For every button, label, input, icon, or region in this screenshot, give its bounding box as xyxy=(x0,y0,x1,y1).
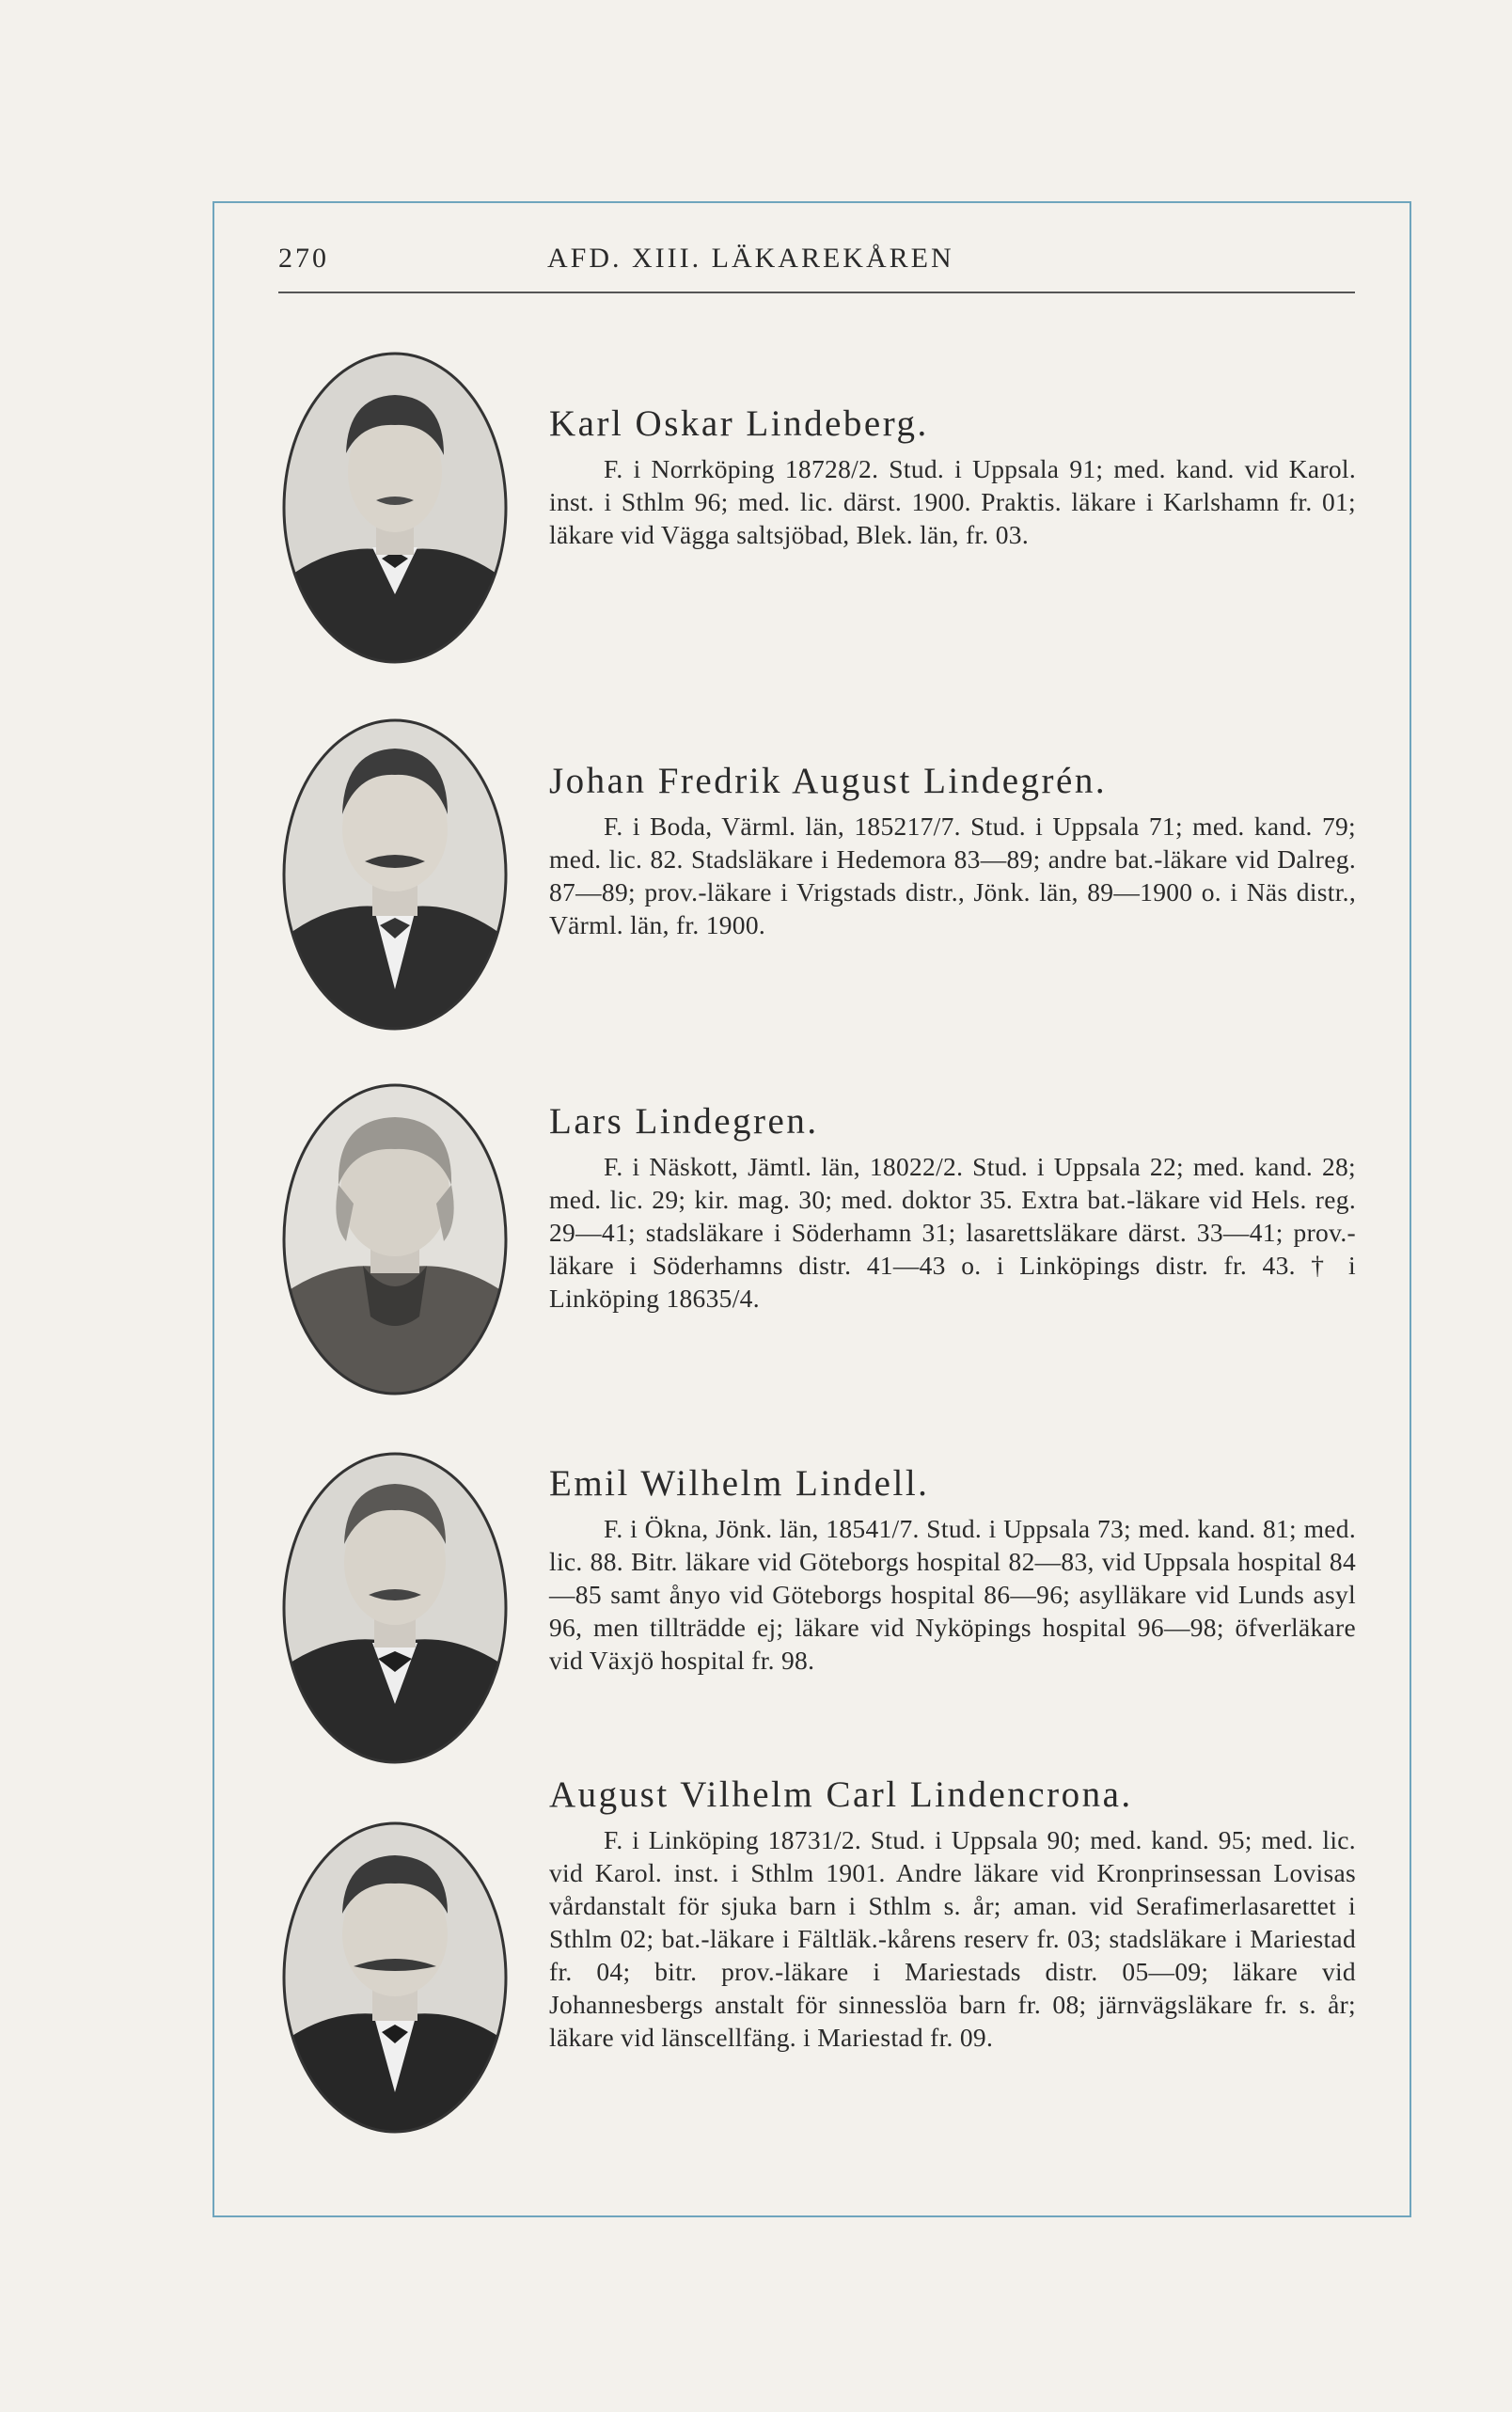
entry-bio: F. i Näskott, Jämtl. län, 18022/2. Stud. i Uppsala 22; med. kand. 28; med. lic. 29; kir. mag. 30; med. doktor 35. Extra bat.-läkare vid Hels. reg. 29—41; stadsläkare i Söderhamn 31; lasarettsläkare därst. 33—41; prov.-läkare i Söderhamns distr. 41—43 o. i Linköpings distr. fr. 43. † i Linköping 18635/4. xyxy=(549,1152,1356,1313)
portrait-photo xyxy=(278,350,512,666)
entry-4 xyxy=(549,1462,1356,1677)
entry-name: Lars Lindegren. xyxy=(549,1101,819,1142)
portrait-2 xyxy=(278,717,512,1033)
portrait-4 xyxy=(278,1450,512,1766)
portrait-photo xyxy=(278,717,512,1033)
entry-bio: F. i Ökna, Jönk. län, 18541/7. Stud. i Uppsala 73; med. kand. 81; med. lic. 88. Bitr. läkare vid Göteborgs hospital 82—83, vid Uppsala hospital 84—85 samt ånyo vid Göteborgs hospital 86—96; asylläkare vid Lunds asyl 96, men tillträdde ej; läkare vid Nyköpings hospital 96—98; öfverläkare vid Växjö hospital fr. 98. xyxy=(549,1514,1356,1675)
entry-5 xyxy=(549,1774,1356,2054)
entry-3 xyxy=(549,1100,1356,1315)
portrait-photo xyxy=(278,1081,512,1397)
entry-bio: F. i Linköping 18731/2. Stud. i Uppsala 90; med. kand. 95; med. lic. vid Karol. inst. i Sthlm 1901. Andre läkare vid Kronprinsessan Lovisas vårdanstalt för sjuka barn i Sthlm s. år; aman. vid Serafimerlasarettet i Sthlm 02; bat.-läkare i Fältläk.-kårens reserv fr. 03; stadsläkare i Mariestad fr. 04; bitr. prov.-läkare i Mariestads distr. 05—09; läkare vid Johannesbergs anstalt för sinnesslöa barn fr. 08; järnvägsläkare fr. s. år; läkare vid länscellfäng. i Mariestad fr. 09. xyxy=(549,1825,1356,2052)
entry-1 xyxy=(549,402,1356,551)
page-number: 270 xyxy=(278,243,329,274)
entry-2 xyxy=(549,760,1356,941)
running-head xyxy=(278,243,1355,293)
entry-bio: F. i Norrköping 18728/2. Stud. i Uppsala 91; med. kand. vid Karol. inst. i Sthlm 96; med. lic. därst. 1900. Praktis. läkare i Karlshamn fr. 01; läkare vid Vägga saltsjöbad, Blek. län, fr. 03. xyxy=(549,454,1356,549)
entry-name: Johan Fredrik August Lindegrén. xyxy=(549,761,1108,801)
portrait-photo xyxy=(278,1450,512,1766)
portrait-5 xyxy=(278,1820,512,2136)
entry-name: Emil Wilhelm Lindell. xyxy=(549,1463,930,1504)
portrait-photo xyxy=(278,1820,512,2136)
entry-name: Karl Oskar Lindeberg. xyxy=(549,403,929,444)
entry-bio: F. i Boda, Värml. län, 185217/7. Stud. i Uppsala 71; med. kand. 79; med. lic. 82. Stadsläkare i Hedemora 83—89; andre bat.-läkare vid Dalreg. 87—89; prov.-läkare i Vrigstads distr., Jönk. län, 89—1900 o. i Näs distr., Värml. län, fr. 1900. xyxy=(549,812,1356,939)
portrait-1 xyxy=(278,350,512,666)
entry-name: August Vilhelm Carl Lindencrona. xyxy=(549,1774,1133,1815)
portrait-3 xyxy=(278,1081,512,1397)
section-title: AFD. XIII. LÄKAREKÅREN xyxy=(547,243,954,274)
